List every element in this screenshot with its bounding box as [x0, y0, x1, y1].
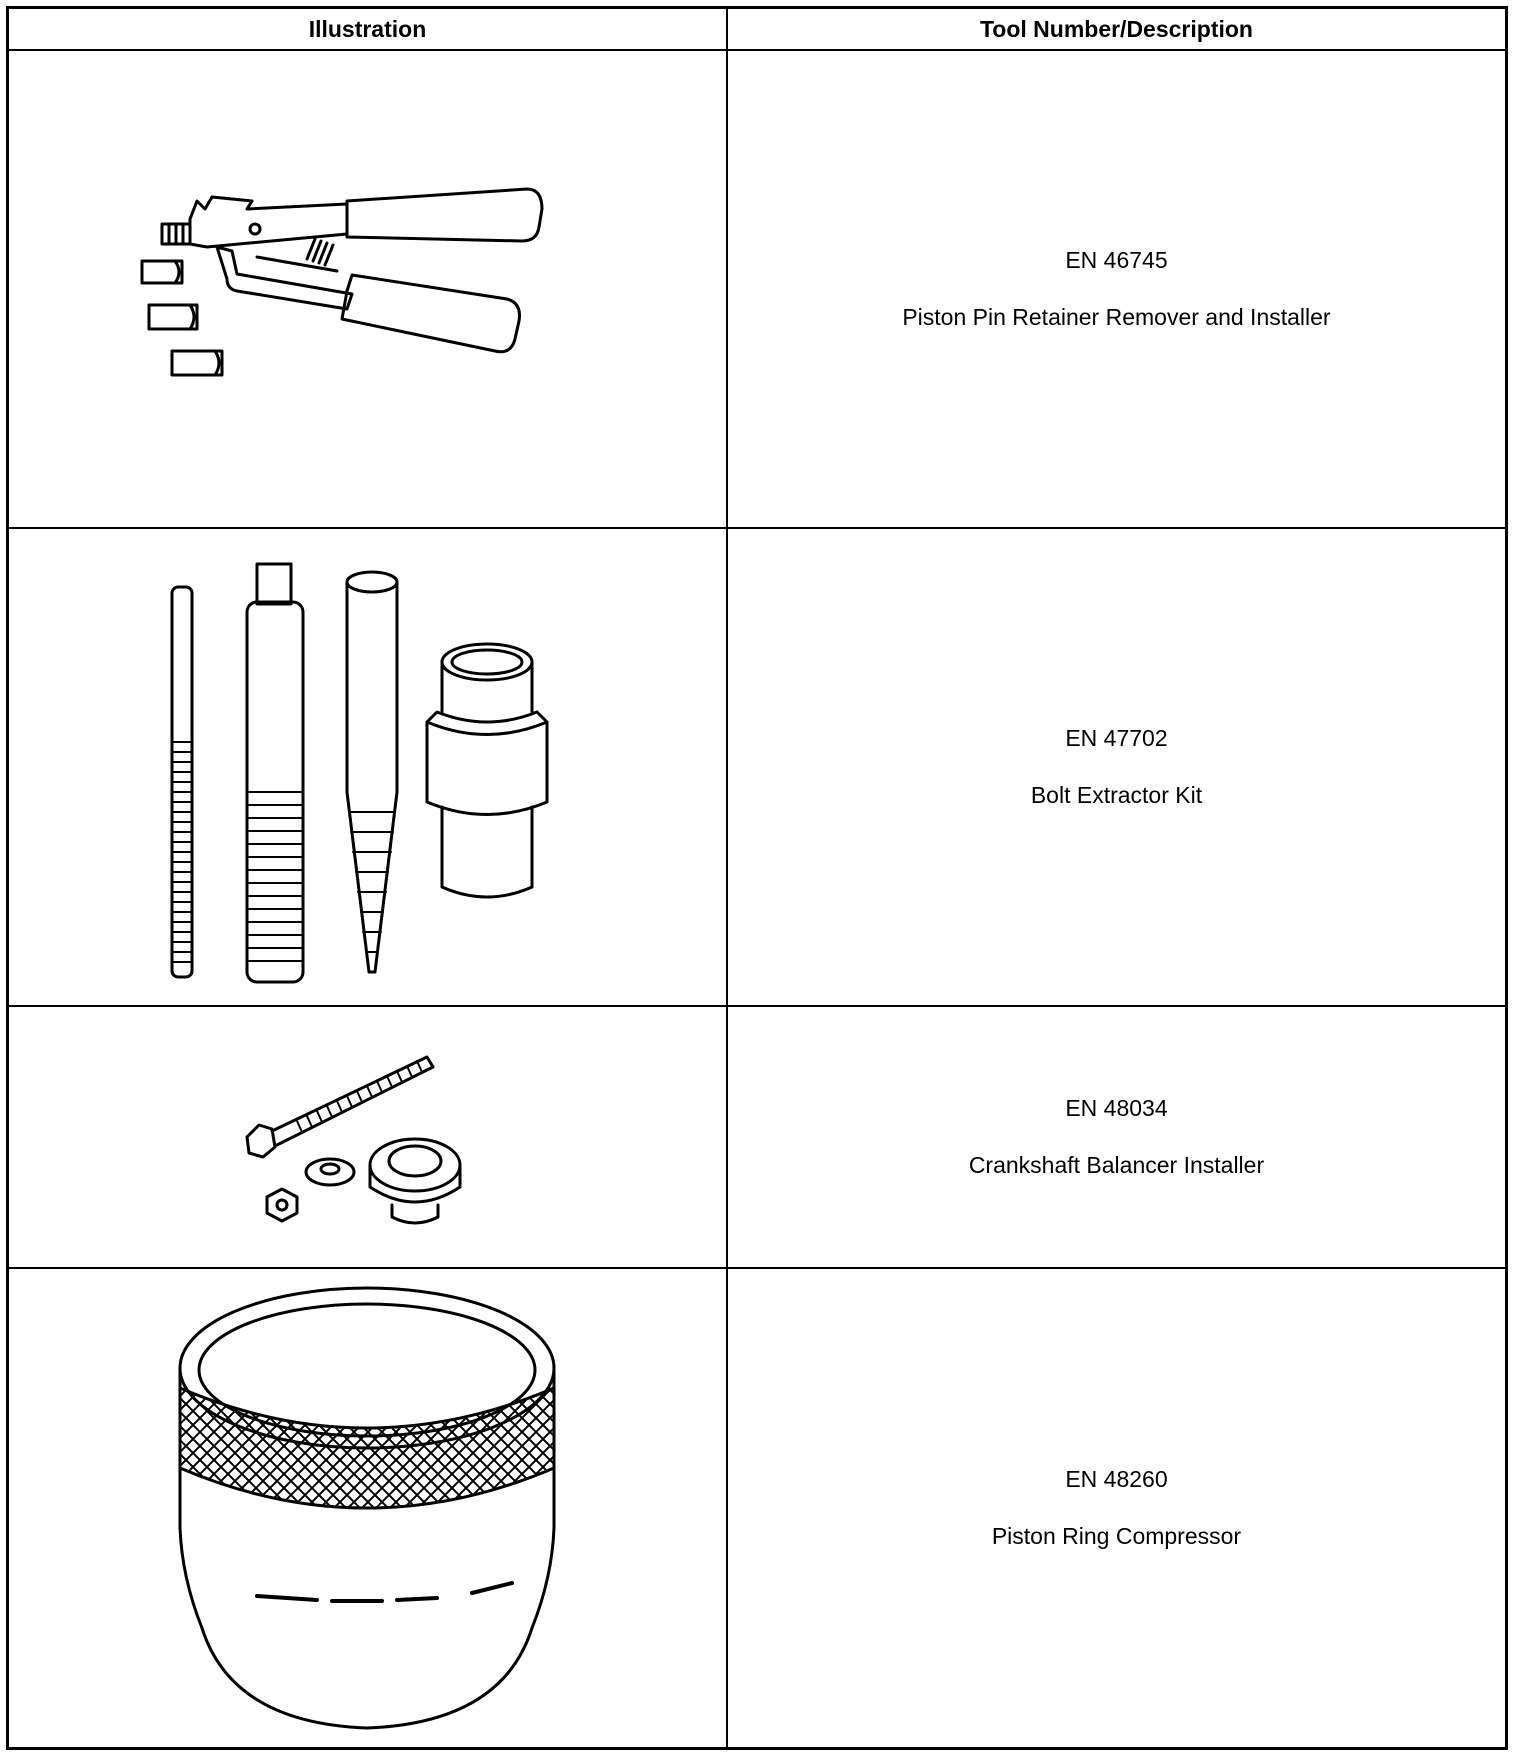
tool-number: EN 47702: [1065, 725, 1168, 751]
header-illustration: Illustration: [8, 8, 727, 51]
table-row: [8, 50, 1507, 528]
tool-number: EN 46745: [1065, 247, 1168, 273]
table-row: [8, 528, 1507, 1006]
special-tools-table: [6, 6, 1508, 1750]
tool-description: Piston Ring Compressor: [991, 1522, 1242, 1549]
bolt-extractor-kit-icon: [137, 542, 597, 992]
illustration-cell: [8, 1006, 727, 1268]
tool-description-cell: [727, 528, 1507, 1006]
tool-description-cell: [727, 50, 1507, 528]
illustration-cell: [8, 1268, 727, 1748]
table-row: [8, 1268, 1507, 1748]
tool-description-cell: [727, 1006, 1507, 1268]
illustration-cell: [8, 50, 727, 528]
tool-number: EN 48260: [1065, 1465, 1168, 1492]
tool-description: Piston Pin Retainer Remover and Installer: [902, 304, 1331, 330]
pliers-with-sleeves-icon: [137, 179, 597, 399]
balancer-installer-icon: [227, 1037, 507, 1237]
tool-description-cell: [727, 1268, 1507, 1748]
illustration-cell: [8, 528, 727, 1006]
table-header-row: [8, 8, 1507, 51]
tool-description: Bolt Extractor Kit: [1030, 782, 1203, 808]
header-tool-number-description: Tool Number/Description: [727, 8, 1507, 51]
tool-number: EN 48034: [1065, 1095, 1168, 1121]
table-row: [8, 1006, 1507, 1268]
tool-description: Crankshaft Balancer Installer: [968, 1152, 1265, 1178]
ring-compressor-icon: [172, 1278, 562, 1738]
